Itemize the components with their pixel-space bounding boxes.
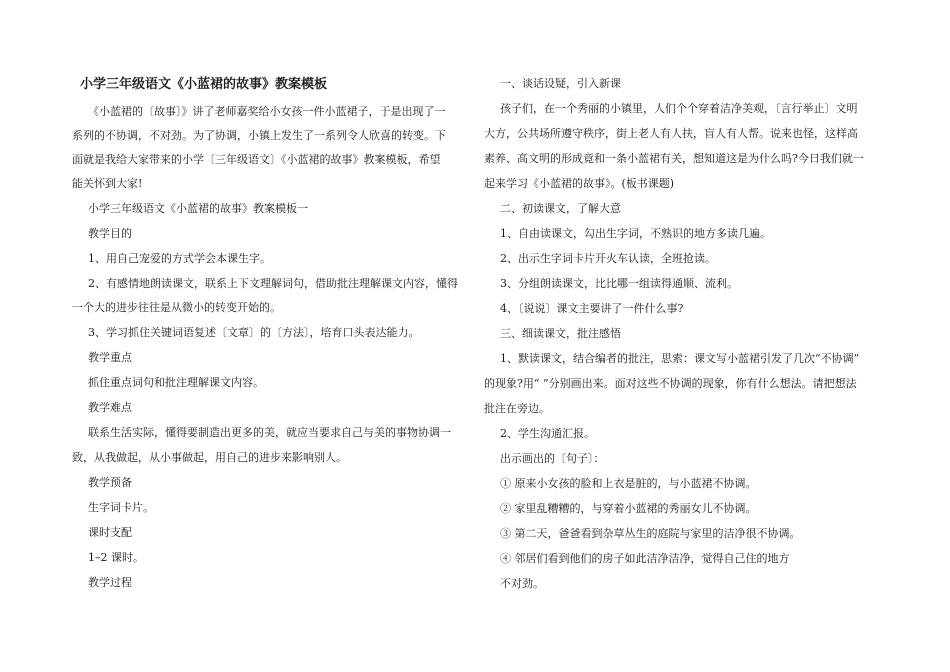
body-line: 联系生活实际，懂得要制造出更多的美，就应当要求自己与美的事物协调一 (88, 426, 451, 439)
body-line: 的现象?用“ ”分别画出来。面对这些不协调的现象，你有什么想法。请把想法 (484, 377, 857, 390)
body-line: 抓住重点词句和批注理解课文内容。 (88, 376, 264, 389)
section-heading: 课时支配 (88, 526, 132, 539)
list-item: ① 原来小女孩的脸和上衣是脏的，与小蓝裙不协调。 (500, 477, 757, 490)
body-line: 生字词卡片。 (88, 501, 154, 514)
body-line: 素养、高文明的形成竟和一条小蓝裙有关，想知道这是为什么吗?今日我们就一 (484, 152, 864, 165)
body-line: 3、分组朗读课文，比比哪一组读得通顺、流利。 (500, 277, 738, 290)
section-heading: 一、谈话设疑，引入新课 (500, 77, 621, 90)
body-line: 孩子们，在一个秀丽的小镇里，人们个个穿着洁净美观，〔言行举止〕文明 (500, 102, 858, 115)
section-heading: 教学难点 (88, 401, 132, 414)
section-heading: 三、细读课文，批注感悟 (500, 327, 621, 340)
body-line: 批注在旁边。 (484, 402, 550, 415)
body-line: 致，从我做起，从小事做起，用自己的进步来影响别人。 (72, 451, 347, 464)
list-item: ③ 第二天，爸爸看到杂草丛生的庭院与家里的洁净很不协调。 (500, 527, 801, 540)
section-heading: 教学预备 (88, 476, 132, 489)
body-line: 出示画出的〔句子〕： (500, 452, 605, 465)
intro-line: 系列的不协调，不对劲。为了协调，小镇上发生了一系列令人欣喜的转变。下 (72, 129, 446, 142)
section-heading: 二、初读课文，了解大意 (500, 202, 621, 215)
intro-line: 能关怀到大家! (72, 177, 143, 190)
section-heading: 教学目的 (88, 227, 132, 240)
section-heading: 教学重点 (88, 351, 132, 364)
body-line: 大方，公共场所遵守秩序，街上老人有人扶，盲人有人帮。说来也怪，这样高 (484, 127, 858, 140)
list-item: 不对劲。 (500, 577, 544, 590)
body-line: 2、有感情地朗读课文，联系上下文理解词句，借助批注理解课文内容，懂得 (88, 277, 458, 290)
list-item: ② 家里乱糟糟的，与穿着小蓝裙的秀丽女儿不协调。 (500, 502, 757, 515)
section-heading: 教学过程 (88, 576, 132, 589)
body-line: 1、默读课文，结合编者的批注，思索：课文写小蓝裙引发了几次“不协调” (500, 352, 860, 365)
body-line: 2、学生沟通汇报。 (500, 427, 595, 440)
list-item: ④ 邻居们看到他们的房子如此洁净洁净，觉得自己住的地方 (500, 552, 790, 565)
body-line: 3、学习抓住关键词语复述〔文章〕的〔方法〕，培育口头表达能力。 (88, 326, 420, 339)
body-line: 一个大的进步往往是从微小的转变开始的。 (72, 301, 281, 314)
intro-line: 面就是我给大家带来的小学〔三年级语文〕《小蓝裙的故事》教案模板，希望 (72, 153, 441, 166)
body-line: 1、自由读课文，勾出生字词，不熟识的地方多读几遍。 (500, 227, 771, 240)
body-line: 1–2 课时。 (88, 551, 144, 564)
document-title: 小学三年级语文《小蓝裙的故事》教案模板 (80, 77, 328, 92)
body-line: 2、出示生字词卡片开火车认读，全班抢读。 (500, 252, 716, 265)
body-line: 起来学习《小蓝裙的故事》。(板书课题) (484, 177, 675, 190)
section-heading: 小学三年级语文《小蓝裙的故事》教案模板一 (88, 202, 308, 215)
intro-line: 《小蓝裙的〔故事〕》讲了老师嘉奖给小女孩一件小蓝裙子，于是出现了一 (88, 105, 446, 118)
body-line: 1、用自己宠爱的方式学会本课生字。 (88, 252, 271, 265)
body-line: 4、〔说说〕课文主要讲了一件什么事? (500, 302, 684, 315)
